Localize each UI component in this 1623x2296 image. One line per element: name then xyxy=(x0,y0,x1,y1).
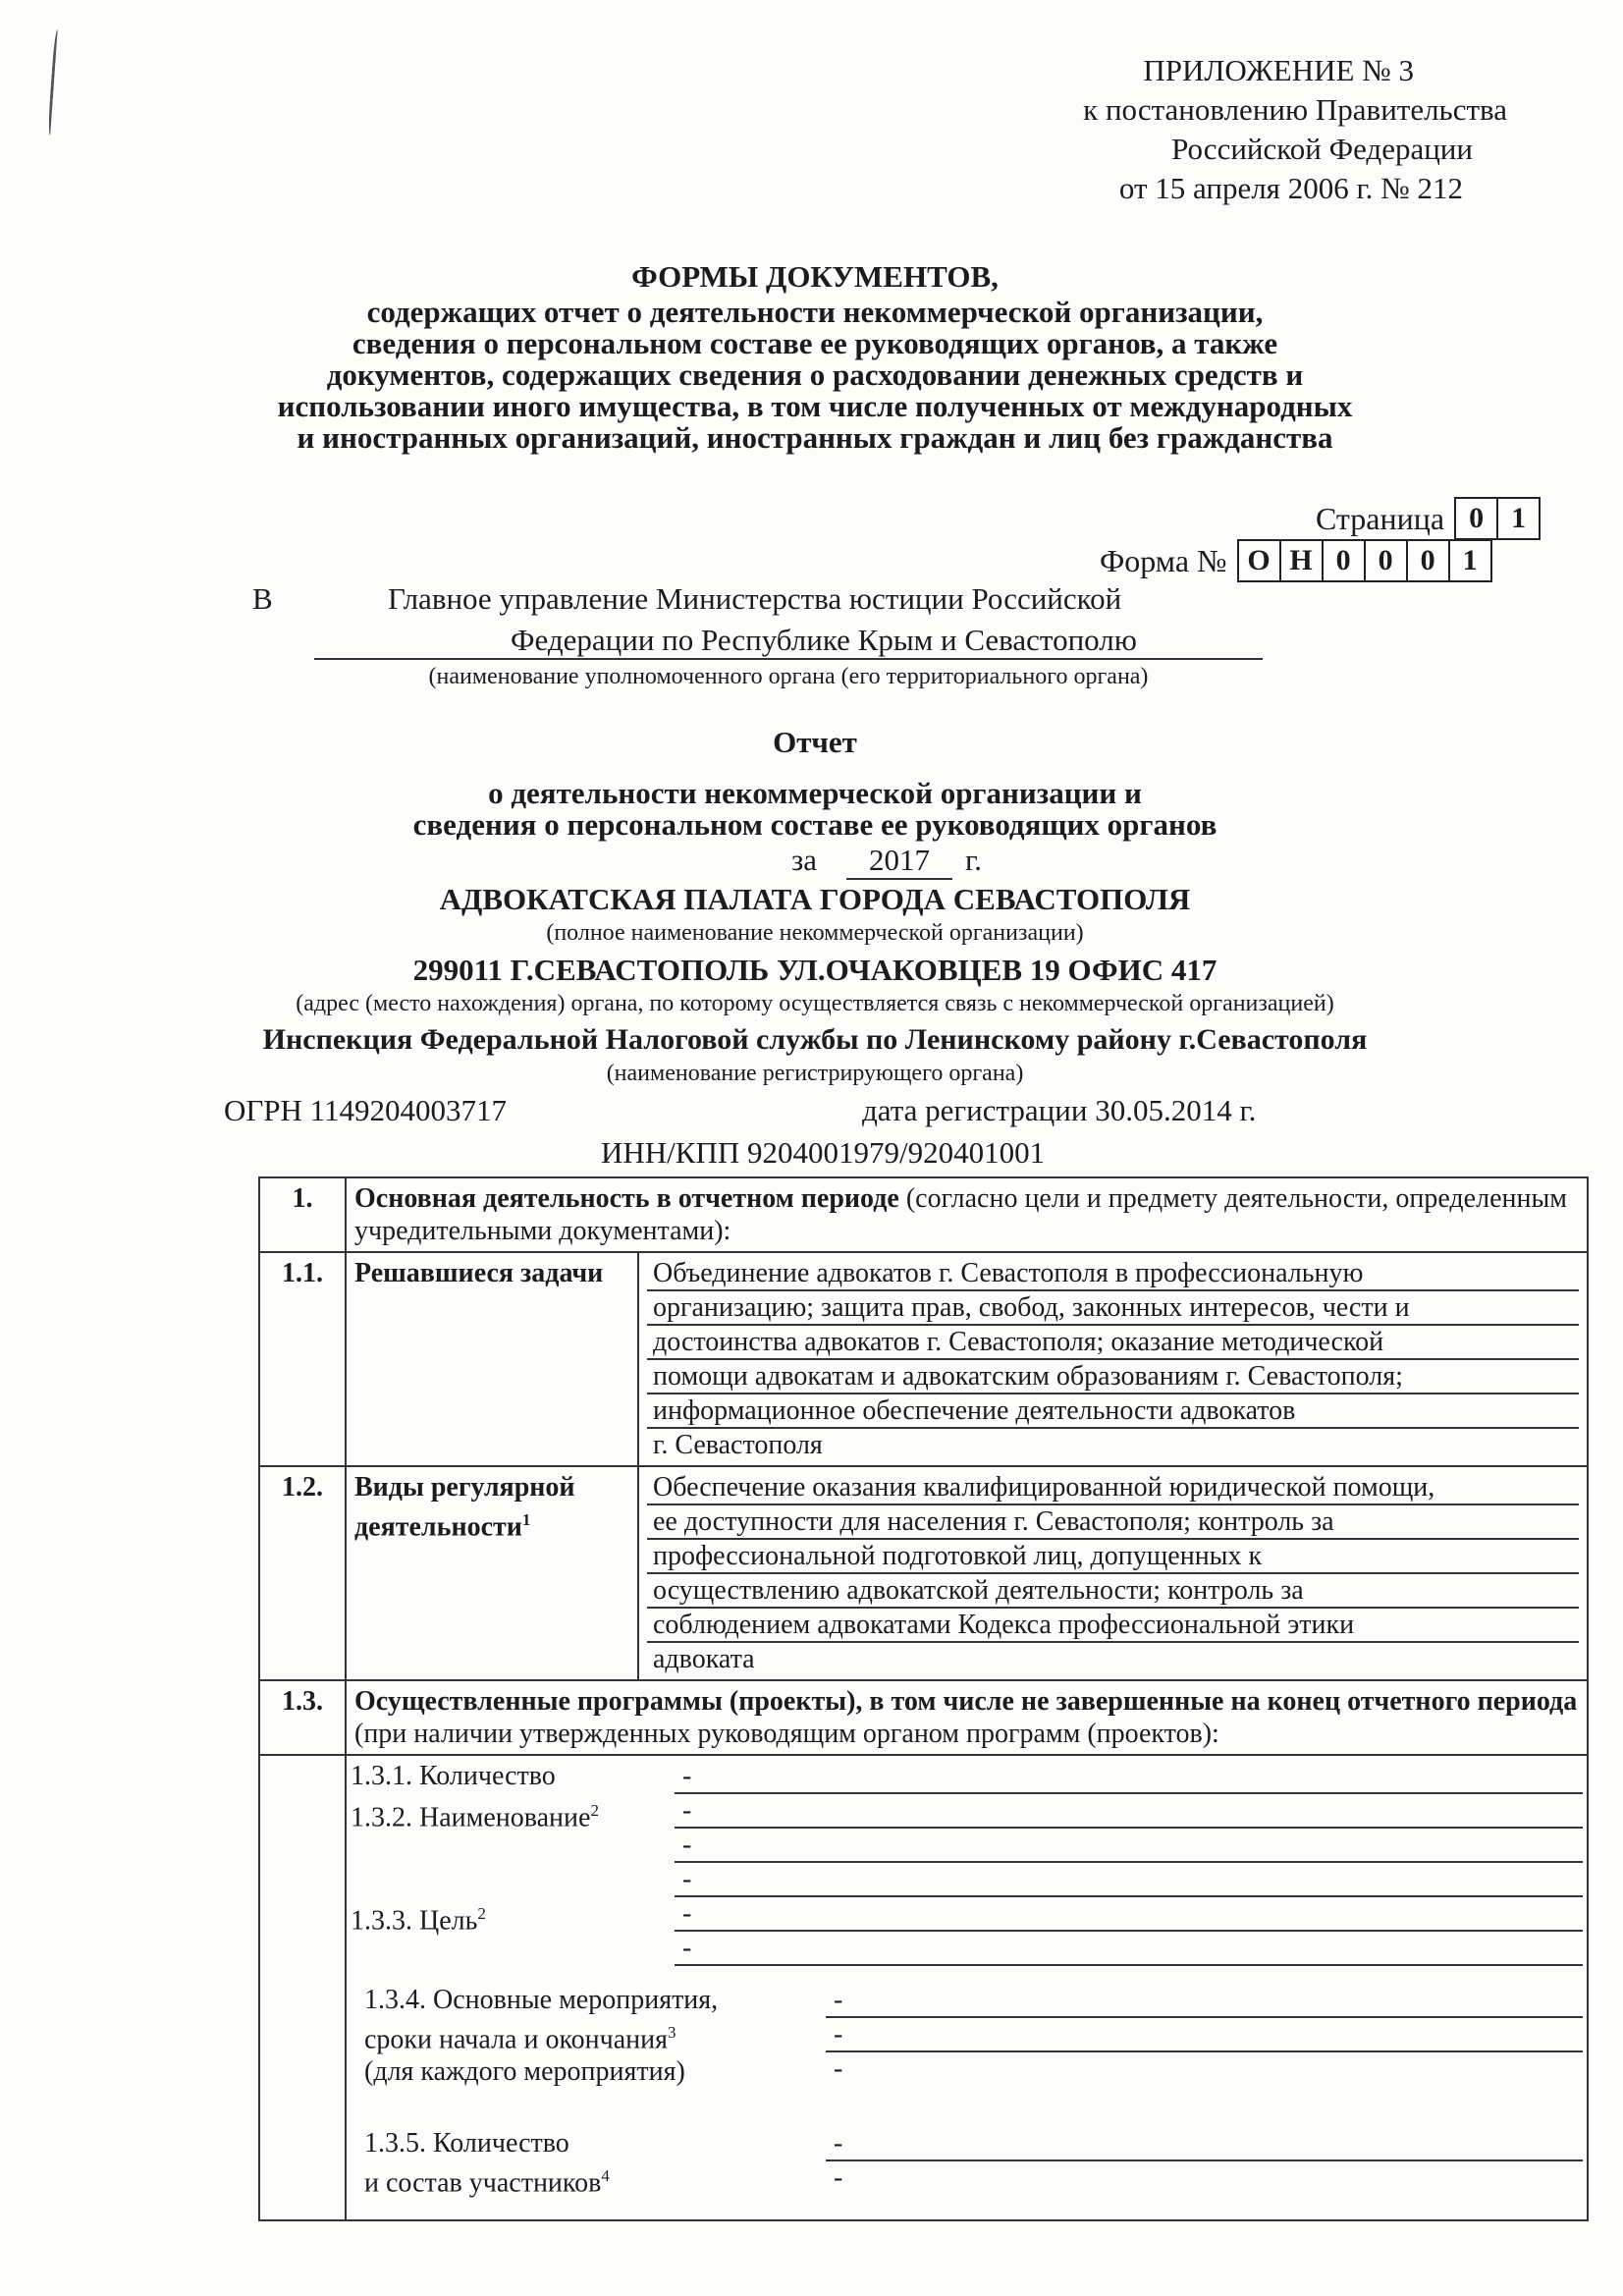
programs-count-label: 1.3.1. Количество xyxy=(351,1761,556,1791)
programs-count-values xyxy=(675,1760,1583,1794)
text-line: помощи адвокатам и адвокатским образованиям г. Севастополя; xyxy=(647,1360,1579,1394)
org-registration-date: дата регистрации 30.05.2014 г. xyxy=(862,1093,1257,1127)
programs-events-row xyxy=(351,1984,1583,2088)
text-line: Объединение адвокатов г. Севастополя в профессиональную xyxy=(647,1257,1579,1291)
report-year-suffix: г. xyxy=(965,843,982,877)
programs-goal-value: - xyxy=(675,1897,1583,1932)
programs-events-label-2: сроки начала и окончания xyxy=(364,2024,668,2055)
programs-events-values xyxy=(826,1984,1583,2088)
org-registrar-caption: (наименование регистрирующего органа) xyxy=(606,1061,1024,1086)
empty-cell xyxy=(259,1755,346,2220)
forms-title-line-4: использовании иного имущества, в том числе полученных от международных xyxy=(277,389,1353,423)
programs-count-value: - xyxy=(675,1760,1583,1794)
tasks-label: Решавшиеся задачи xyxy=(346,1252,638,1466)
org-ogrn: ОГРН 1149204003717 xyxy=(224,1093,508,1127)
text-line: осуществлению адвокатской деятельности; контроль за xyxy=(647,1574,1579,1609)
report-line-2: сведения о персональном составе ее руководящих органов xyxy=(412,807,1217,842)
programs-heading xyxy=(346,1680,1588,1755)
forms-title-line-1: содержащих отчет о деятельности некоммерческой организации, xyxy=(366,295,1264,329)
programs-details xyxy=(346,1755,1588,2220)
org-registrar: Инспекция Федеральной Налоговой службы по Ленинскому району г.Севастополя xyxy=(262,1023,1368,1056)
table-row xyxy=(259,1177,1588,1252)
org-inn-kpp: ИНН/КПП 9204001979/920401001 xyxy=(601,1135,1046,1170)
forms-title-line-3: документов, содержащих сведения о расходовании денежных средств и xyxy=(326,357,1304,392)
text-line: профессиональной подготовкой лиц, допущенных к xyxy=(647,1540,1579,1574)
row-number: 1. xyxy=(259,1177,346,1252)
report-year: 2017 xyxy=(846,843,952,880)
forms-title-heading: ФОРМЫ ДОКУМЕНТОВ, xyxy=(631,259,999,294)
regular-activities-label-cell xyxy=(346,1466,638,1680)
programs-name-row xyxy=(351,1794,1583,1897)
org-address-caption: (адрес (место нахождения) органа, по которому осуществляется связь с некоммерческой организацией) xyxy=(296,991,1334,1016)
form-number-cell: О xyxy=(1237,539,1281,582)
recipient-line-1: Главное управление Министерства юстиции Российской xyxy=(388,581,1122,616)
regular-activities-value xyxy=(638,1466,1588,1680)
programs-goal-row xyxy=(351,1897,1583,1966)
org-name: АДВОКАТСКАЯ ПАЛАТА ГОРОДА СЕВАСТОПОЛЯ xyxy=(439,882,1191,916)
org-name-caption: (полное наименование некоммерческой организации) xyxy=(546,920,1084,946)
programs-events-value: - xyxy=(826,1984,1583,2018)
programs-participants-label-2: и состав участников xyxy=(364,2167,602,2199)
text-line: ее доступности для населения г. Севастополя; контроль за xyxy=(647,1505,1579,1540)
row-number: 1.1. xyxy=(259,1252,346,1466)
footnote-marker: 3 xyxy=(667,2023,676,2042)
footnote-marker: 2 xyxy=(590,1801,599,1820)
recipient-caption: (наименование уполномоченного органа (его территориального органа) xyxy=(428,664,1149,689)
programs-goal-value: - xyxy=(675,1932,1583,1966)
forms-title-line-5: и иностранных организаций, иностранных граждан и лиц без гражданства xyxy=(297,420,1333,455)
org-address: 299011 Г.СЕВАСТОПОЛЬ УЛ.ОЧАКОВЦЕВ 19 ОФИС 417 xyxy=(412,953,1217,987)
scan-pen-mark xyxy=(47,29,62,136)
programs-count-row xyxy=(351,1760,1583,1794)
table-row xyxy=(259,1466,1588,1680)
programs-participants-value: - xyxy=(826,2127,1583,2161)
activity-table xyxy=(258,1176,1589,2221)
programs-goal-label: 1.3.3. Цель xyxy=(351,1905,478,1937)
annex-line-1: ПРИЛОЖЕНИЕ № 3 xyxy=(1143,53,1414,87)
programs-name-value: - xyxy=(675,1863,1583,1897)
text-line: соблюдением адвокатами Кодекса профессиональной этики xyxy=(647,1609,1579,1643)
form-number-cell: 0 xyxy=(1406,539,1450,582)
row-number: 1.2. xyxy=(259,1466,346,1680)
recipient-underline xyxy=(314,658,1263,660)
footnote-marker: 4 xyxy=(601,2166,610,2186)
programs-events-value: - xyxy=(834,2053,843,2084)
programs-events-value: - xyxy=(826,2018,1583,2052)
table-row xyxy=(259,1680,1588,1755)
forms-title-line-2: сведения о персональном составе ее руководящих органов, а также xyxy=(352,326,1278,360)
recipient-line-2: Федерации по Республике Крым и Севастополю xyxy=(511,623,1137,657)
programs-participants-label-1: 1.3.5. Количество xyxy=(364,2128,569,2159)
programs-events-label-cell xyxy=(351,1984,826,2088)
report-year-prefix: за xyxy=(791,843,818,877)
annex-line-4: от 15 апреля 2006 г. № 212 xyxy=(1118,171,1463,205)
form-number-cell: 0 xyxy=(1364,539,1408,582)
form-number-cell: Н xyxy=(1279,539,1324,582)
programs-participants-label-cell xyxy=(351,2127,826,2199)
form-number-label: Форма № xyxy=(1100,542,1227,578)
form-number-box xyxy=(1100,539,1492,582)
programs-events-label-3: (для каждого мероприятия) xyxy=(364,2056,685,2088)
main-activity-heading xyxy=(346,1177,1588,1252)
programs-participants-value: - xyxy=(834,2162,843,2194)
text-line: Обеспечение оказания квалифицированной юридической помощи, xyxy=(647,1471,1579,1505)
programs-participants-values xyxy=(826,2127,1583,2199)
footnote-marker: 1 xyxy=(521,1510,531,1529)
table-row xyxy=(259,1755,1588,2220)
footnote-marker: 2 xyxy=(477,1904,486,1923)
form-number-cell: 0 xyxy=(1322,539,1366,582)
programs-name-value: - xyxy=(675,1794,1583,1829)
programs-title: Осуществленные программы (проекты), в том числе не завершенные на конец отчетного периода xyxy=(354,1686,1578,1717)
text-line: г. Севастополя xyxy=(653,1430,823,1460)
programs-goal-values xyxy=(675,1897,1583,1966)
table-row xyxy=(259,1252,1588,1466)
page-number-cell: 1 xyxy=(1496,497,1541,540)
report-title: Отчет xyxy=(773,725,857,759)
programs-note: (при наличии утвержденных руководящим органом программ (проектов): xyxy=(354,1719,1219,1749)
page-number-cell: 0 xyxy=(1454,497,1498,540)
programs-name-values xyxy=(675,1794,1583,1897)
programs-events-label-1: 1.3.4. Основные мероприятия, xyxy=(364,1985,719,2015)
recipient-prefix: В xyxy=(252,581,273,616)
annex-line-2: к постановлению Правительства xyxy=(1083,92,1507,127)
page-number-box xyxy=(1316,497,1541,540)
annex-line-3: Российской Федерации xyxy=(1171,132,1473,166)
forms-title xyxy=(177,261,1453,454)
programs-participants-row xyxy=(351,2127,1583,2199)
text-line: организацию; защита прав, свобод, законных интересов, чести и xyxy=(647,1291,1579,1326)
main-activity-title: Основная деятельность в отчетном периоде xyxy=(354,1183,899,1214)
text-line: адвоката xyxy=(653,1644,755,1674)
tasks-value xyxy=(638,1252,1588,1466)
text-line: информационное обеспечение деятельности адвокатов xyxy=(647,1394,1579,1429)
programs-goal-label-cell xyxy=(351,1897,675,1966)
form-number-cell: 1 xyxy=(1448,539,1492,582)
page-number-label: Страница xyxy=(1316,500,1445,536)
row-number: 1.3. xyxy=(259,1680,346,1755)
programs-name-label-cell xyxy=(351,1794,675,1897)
programs-name-value: - xyxy=(675,1829,1583,1863)
programs-name-label: 1.3.2. Наименование xyxy=(351,1802,591,1833)
report-line-1: о деятельности некоммерческой организации и xyxy=(488,776,1142,810)
main-activity-note: (согласно цели и предмету деятельности, определенным учредительными документами): xyxy=(354,1183,1568,1246)
regular-activities-label: Виды регулярной деятельности xyxy=(354,1472,575,1543)
annex-block xyxy=(820,51,1507,208)
text-line: достоинства адвокатов г. Севастополя; оказание методической xyxy=(647,1326,1579,1360)
